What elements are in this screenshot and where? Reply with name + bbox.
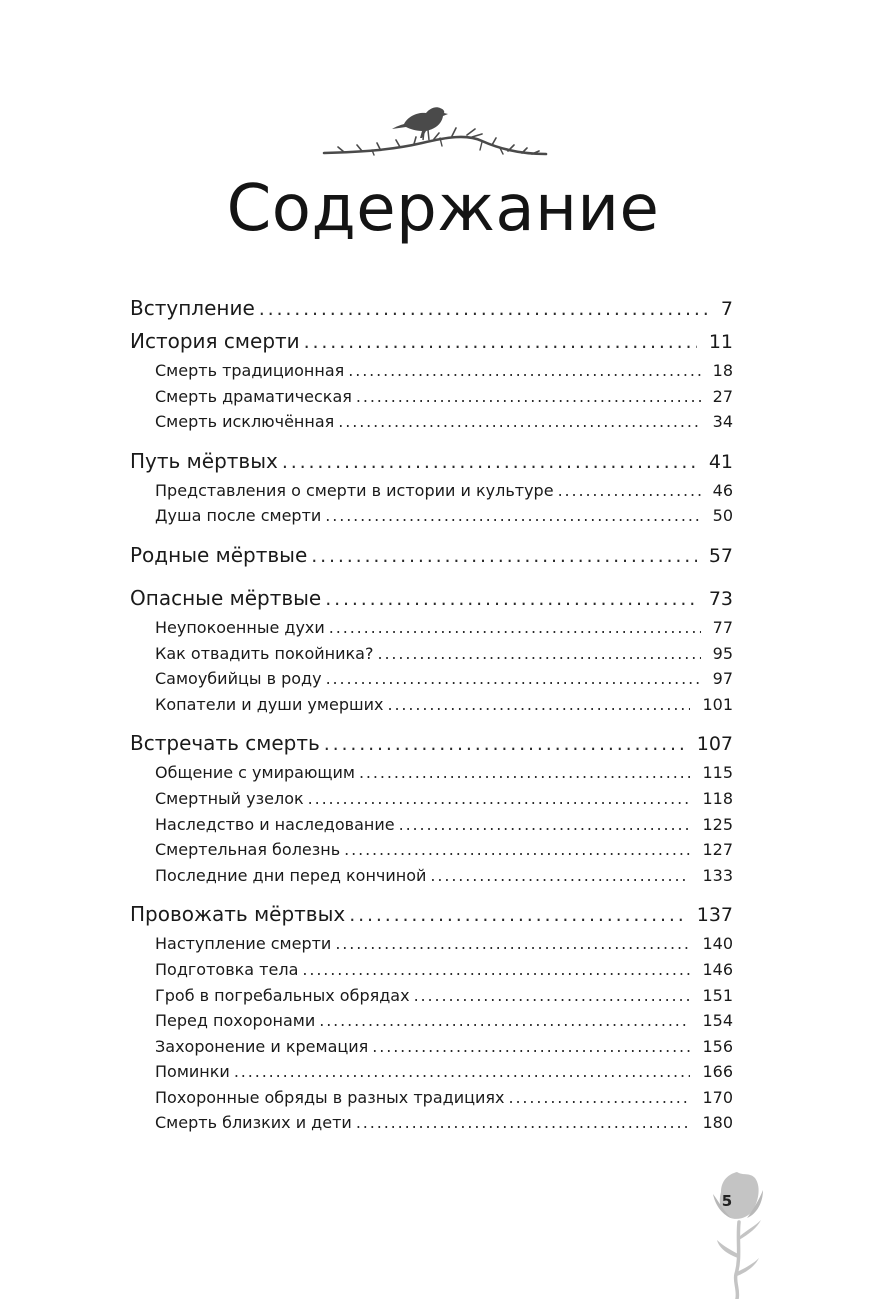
toc-page-number: 107 <box>696 733 733 756</box>
toc-leader-dots <box>335 931 690 957</box>
toc-page-number: 7 <box>720 298 733 320</box>
toc-leader-dots <box>304 326 697 359</box>
toc-section-title: Поминки <box>155 1062 230 1082</box>
toc-chapter-title: Родные мёртвые <box>130 542 308 567</box>
toc-page-number: 77 <box>712 617 733 637</box>
toc-page-number: 11 <box>708 331 733 353</box>
toc-page-number: 170 <box>702 1087 733 1107</box>
toc-section-title: Смерть исключённая <box>155 412 335 432</box>
toc-page-number: 46 <box>712 480 733 500</box>
toc-page-number: 146 <box>702 959 733 979</box>
toc-leader-dots <box>399 812 691 838</box>
toc-section-title: Как отвадить покойника? <box>155 643 374 663</box>
toc-section[interactable] <box>155 641 733 667</box>
toc-chapter-title: Провожать мёртвых <box>130 902 346 927</box>
toc-page-number: 41 <box>708 450 733 473</box>
toc-section[interactable] <box>155 812 733 838</box>
toc-section[interactable] <box>155 760 733 786</box>
toc-page-number: 133 <box>702 865 733 885</box>
toc-page-number: 118 <box>702 788 733 808</box>
toc-leader-dots <box>311 540 697 573</box>
toc-leader-dots <box>319 1008 690 1034</box>
toc-page-number: 127 <box>702 840 733 860</box>
toc-page-number: 27 <box>712 386 733 406</box>
toc-section-title: Последние дни перед кончиной <box>155 865 427 885</box>
toc-page-number: 57 <box>708 544 733 567</box>
toc-page-number: 154 <box>702 1011 733 1031</box>
toc-section[interactable] <box>155 837 733 863</box>
toc-page-number: 156 <box>702 1036 733 1056</box>
toc-leader-dots <box>325 503 700 529</box>
table-of-contents <box>130 292 733 1136</box>
toc-leader-dots <box>259 293 709 326</box>
toc-section-title: Похоронные обряды в разных традициях <box>155 1087 505 1107</box>
toc-section-title: Смертельная болезнь <box>155 840 341 860</box>
toc-chapter-title: Вступление <box>130 296 255 320</box>
toc-chapter-title: Опасные мёртвые <box>130 585 322 610</box>
toc-section-title: Смертный узелок <box>155 788 304 808</box>
toc-leader-dots <box>348 358 700 384</box>
toc-section[interactable] <box>155 358 733 384</box>
toc-section[interactable] <box>155 666 733 692</box>
toc-leader-dots <box>372 1034 690 1060</box>
toc-section[interactable] <box>155 863 733 889</box>
toc-leader-dots <box>344 837 690 863</box>
toc-leader-dots <box>349 899 685 932</box>
toc-section[interactable] <box>155 1059 733 1085</box>
toc-chapter[interactable] <box>130 898 733 931</box>
toc-section-title: Неупокоенные духи <box>155 617 325 637</box>
toc-leader-dots <box>338 409 700 435</box>
toc-page-number: 115 <box>702 763 733 783</box>
toc-leader-dots <box>326 666 701 692</box>
toc-page-number: 18 <box>712 361 733 380</box>
toc-page-number: 125 <box>702 814 733 834</box>
toc-section[interactable] <box>155 692 733 718</box>
toc-page-number: 101 <box>702 694 733 714</box>
toc-chapter[interactable] <box>130 445 733 478</box>
toc-section-title: Общение с умирающим <box>155 763 355 783</box>
toc-page-number: 151 <box>702 985 733 1005</box>
toc-page-number: 95 <box>712 643 733 663</box>
toc-section[interactable] <box>155 1034 733 1060</box>
toc-section-title: Наследство и наследование <box>155 814 395 834</box>
toc-section[interactable] <box>155 1110 733 1136</box>
toc-section[interactable] <box>155 1085 733 1111</box>
toc-chapter-title: Встречать смерть <box>130 731 320 756</box>
toc-page-number: 180 <box>702 1113 733 1133</box>
toc-page-number: 50 <box>712 506 733 526</box>
toc-leader-dots <box>359 760 691 786</box>
toc-section[interactable] <box>155 409 733 435</box>
toc-section-title: Подготовка тела <box>155 959 299 979</box>
toc-page-number: 166 <box>702 1062 733 1082</box>
toc-section-title: Смерть близких и дети <box>155 1113 352 1133</box>
toc-section-title: Захоронение и кремация <box>155 1036 369 1056</box>
toc-chapter[interactable] <box>130 325 733 358</box>
toc-leader-dots <box>414 983 691 1009</box>
toc-section-title: Копатели и души умерших <box>155 694 384 714</box>
toc-page-number: 97 <box>712 669 733 689</box>
toc-leader-dots <box>508 1085 690 1111</box>
page-number: 5 <box>721 1192 733 1210</box>
toc-leader-dots <box>377 641 700 667</box>
toc-chapter-title: Путь мёртвых <box>130 448 278 473</box>
toc-chapter[interactable] <box>130 727 733 760</box>
toc-section[interactable] <box>155 786 733 812</box>
toc-leader-dots <box>282 446 697 479</box>
toc-chapter[interactable] <box>130 292 733 325</box>
toc-page-number: 73 <box>708 587 733 610</box>
toc-section[interactable] <box>155 931 733 957</box>
toc-section[interactable] <box>155 615 733 641</box>
toc-chapter[interactable] <box>130 539 733 572</box>
toc-leader-dots <box>558 478 701 504</box>
page-title: Содержание <box>226 172 660 246</box>
toc-section[interactable] <box>155 478 733 504</box>
bird-on-branch-icon <box>322 96 548 166</box>
toc-leader-dots <box>324 728 685 761</box>
toc-section-title: Перед похоронами <box>155 1011 316 1031</box>
toc-section-title: Гроб в погребальных обрядах <box>155 985 410 1005</box>
toc-section-title: Самоубийцы в роду <box>155 669 322 689</box>
toc-leader-dots <box>356 384 701 410</box>
toc-page-number: 137 <box>696 904 733 927</box>
toc-leader-dots <box>387 692 690 718</box>
toc-leader-dots <box>302 957 690 983</box>
toc-section[interactable] <box>155 384 733 410</box>
toc-leader-dots <box>329 615 701 641</box>
toc-chapter[interactable] <box>130 582 733 615</box>
toc-section[interactable] <box>155 957 733 983</box>
toc-leader-dots <box>325 583 697 616</box>
toc-leader-dots <box>234 1059 691 1085</box>
toc-section[interactable] <box>155 1008 733 1034</box>
toc-section-title: Душа после смерти <box>155 506 322 526</box>
toc-page-number: 34 <box>712 412 733 432</box>
toc-section-title: Наступление смерти <box>155 934 332 954</box>
toc-section-title: Представления о смерти в истории и культуре <box>155 480 554 500</box>
toc-chapter-title: История смерти <box>130 329 300 353</box>
toc-section-title: Смерть традиционная <box>155 361 345 380</box>
toc-section[interactable] <box>155 503 733 529</box>
toc-section[interactable] <box>155 983 733 1009</box>
toc-leader-dots <box>308 786 691 812</box>
toc-section-title: Смерть драматическая <box>155 386 352 406</box>
toc-leader-dots <box>430 863 690 889</box>
toc-page-number: 140 <box>702 934 733 954</box>
flower-icon <box>703 1170 773 1299</box>
toc-leader-dots <box>356 1110 691 1136</box>
